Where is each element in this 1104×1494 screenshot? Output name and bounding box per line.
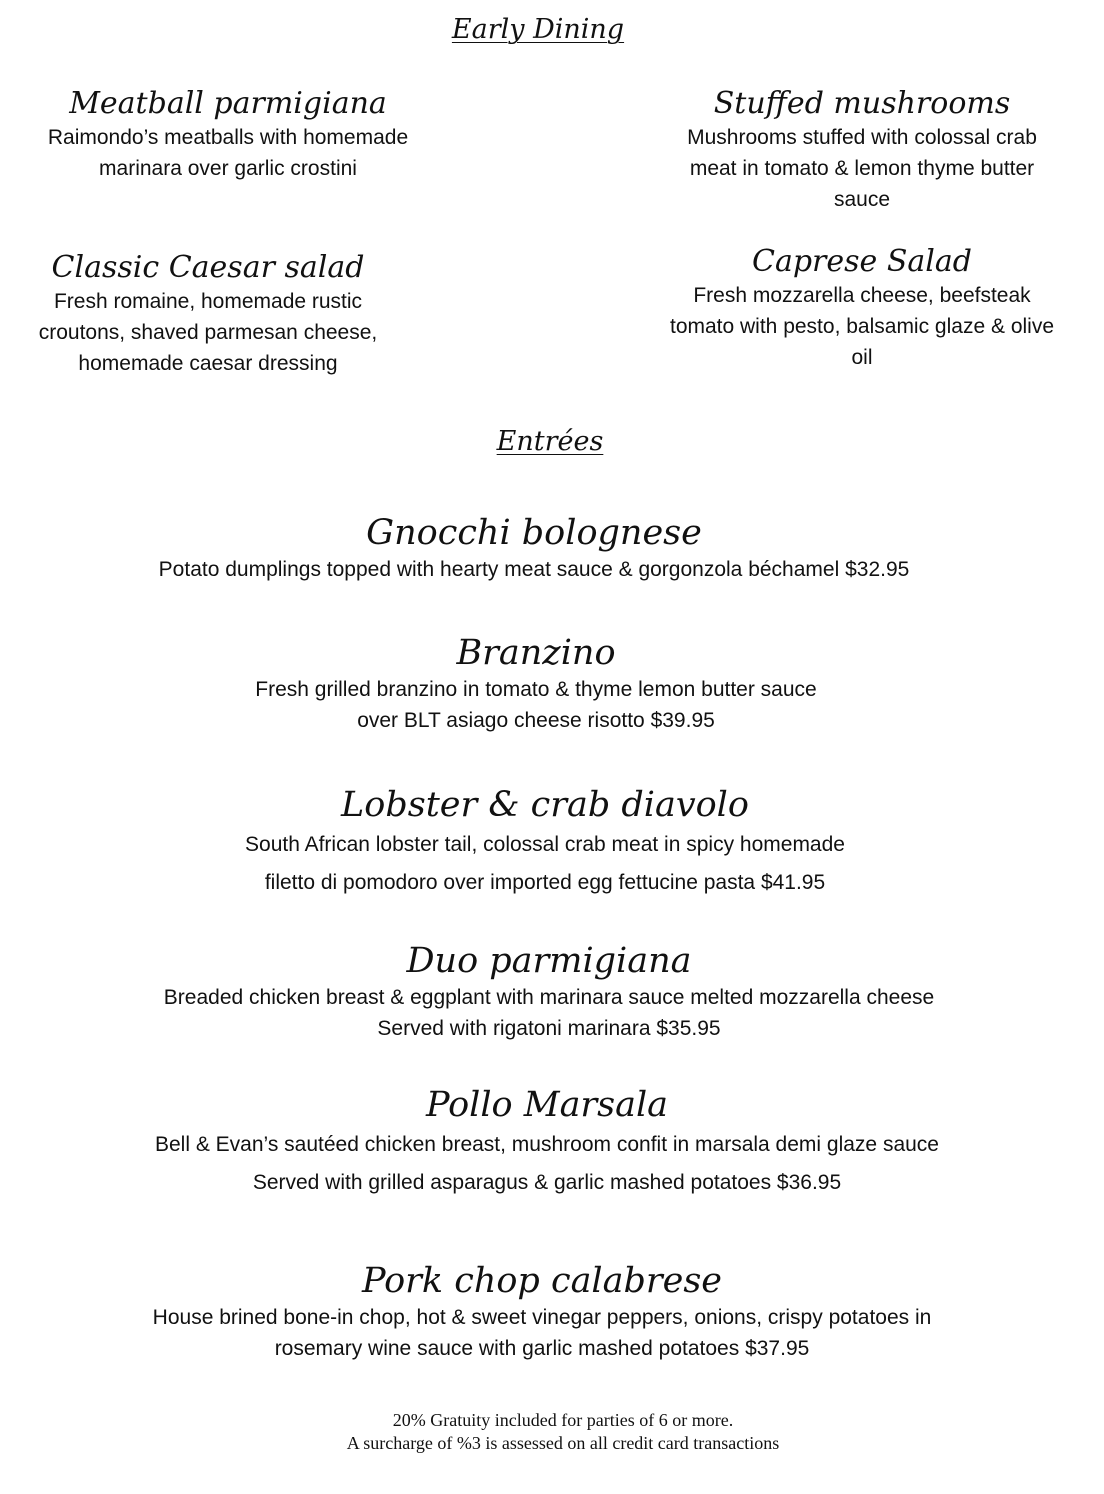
description-line: Fresh grilled branzino in tomato & thyme lemon butter sauce <box>255 678 817 701</box>
dish-description <box>0 286 416 379</box>
dish-description <box>640 280 1084 373</box>
description-line: croutons, shaved parmesan cheese, <box>38 321 378 344</box>
dish-description <box>0 1126 1094 1202</box>
dish-name: Pork chop calabrese <box>361 1261 723 1301</box>
dish-name: Pollo Marsala <box>425 1085 669 1125</box>
description-line: Breaded chicken breast & eggplant with marinara sauce melted mozzarella cheese <box>163 986 935 1009</box>
dish-description <box>0 826 1090 902</box>
description-line: Fresh mozzarella cheese, beefsteak <box>693 284 1031 307</box>
menu-item-gnocchi-bolognese <box>0 512 1068 585</box>
section-heading-entrees: Entrées <box>496 426 604 457</box>
description-line: over BLT asiago cheese risotto $39.95 <box>357 709 715 732</box>
menu-item-classic-caesar-salad <box>0 250 416 379</box>
dish-description <box>0 674 1072 736</box>
dish-name: Caprese Salad <box>752 244 972 279</box>
dish-name: Branzino <box>456 633 616 673</box>
description-line: House brined bone-in chop, hot & sweet vinegar peppers, onions, crispy potatoes in <box>152 1306 932 1329</box>
menu-item-branzino <box>0 632 1072 736</box>
description-line: Served with grilled asparagus & garlic mashed potatoes $36.95 <box>252 1171 842 1194</box>
dish-name: Stuffed mushrooms <box>713 86 1011 121</box>
dish-name: Meatball parmigiana <box>69 86 387 121</box>
dish-name: Lobster & crab diavolo <box>341 785 749 825</box>
description-line: Served with rigatoni marinara $35.95 <box>377 1017 721 1040</box>
description-line: Bell & Evan’s sautéed chicken breast, mushroom confit in marsala demi glaze sauce <box>154 1133 939 1156</box>
menu-item-caprese-salad <box>640 244 1084 373</box>
description-line: Mushrooms stuffed with colossal crab <box>687 126 1037 149</box>
footer-notes <box>0 1409 1104 1455</box>
menu-item-pollo-marsala <box>0 1084 1094 1202</box>
menu-item-duo-parmigiana <box>0 940 1098 1044</box>
description-line: marinara over garlic crostini <box>99 157 357 180</box>
section-heading-early-dining: Early Dining <box>451 14 625 45</box>
description-line: rosemary wine sauce with garlic mashed potatoes $37.95 <box>274 1337 810 1360</box>
dish-description <box>0 982 1098 1044</box>
description-line: filetto di pomodoro over imported egg fettucine pasta $41.95 <box>264 871 826 894</box>
dish-description <box>10 122 446 184</box>
menu-item-lobster-crab-diavolo <box>0 784 1090 902</box>
gratuity-note: 20% Gratuity included for parties of 6 or more. <box>392 1410 734 1430</box>
menu-item-pork-chop-calabrese <box>0 1260 1084 1364</box>
description-line: tomato with pesto, balsamic glaze & olive <box>669 315 1055 338</box>
dish-description <box>640 122 1084 215</box>
surcharge-note: A surcharge of %3 is assessed on all credit card transactions <box>346 1433 780 1453</box>
dish-name: Gnocchi bolognese <box>366 513 702 553</box>
description-line: Potato dumplings topped with hearty meat sauce & gorgonzola béchamel $32.95 <box>158 558 910 581</box>
description-line: homemade caesar dressing <box>78 352 338 375</box>
menu-item-stuffed-mushrooms <box>640 86 1084 215</box>
dish-name: Classic Caesar salad <box>51 250 365 285</box>
menu-item-meatball-parmigiana <box>10 86 446 184</box>
description-line: sauce <box>833 188 891 211</box>
dish-description <box>0 554 1068 585</box>
description-line: Fresh romaine, homemade rustic <box>53 290 363 313</box>
dish-description <box>0 1302 1084 1364</box>
description-line: meat in tomato & lemon thyme butter <box>689 157 1035 180</box>
dish-name: Duo parmigiana <box>406 941 692 981</box>
description-line: oil <box>851 346 873 369</box>
description-line: Raimondo’s meatballs with homemade <box>47 126 409 149</box>
description-line: South African lobster tail, colossal crab meat in spicy homemade <box>245 833 845 856</box>
